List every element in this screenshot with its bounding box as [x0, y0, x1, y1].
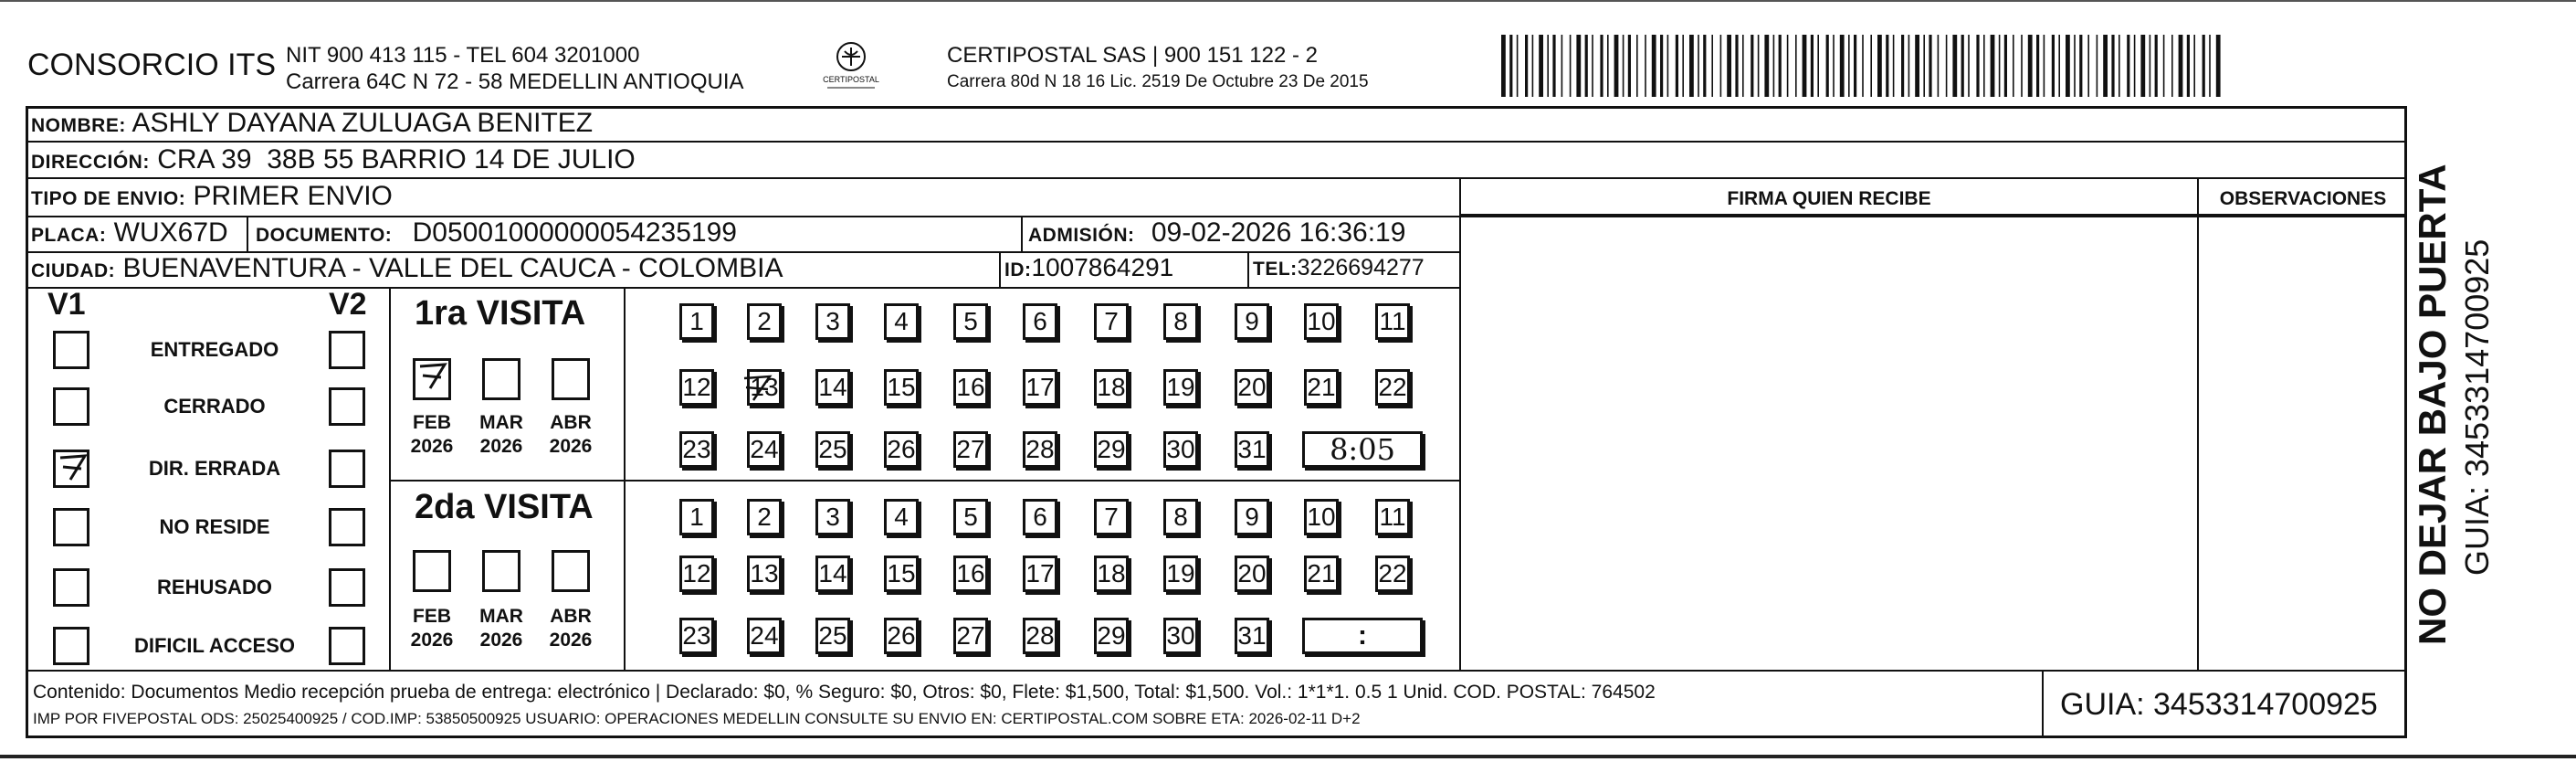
second-day-box[interactable]: 5 [953, 499, 988, 535]
v2-header: V2 [329, 287, 367, 322]
certipostal-logo [815, 37, 888, 95]
barcode-bar [2163, 35, 2165, 97]
first-day-box[interactable]: 23 [679, 431, 714, 468]
rule [26, 141, 2407, 143]
v2-checkbox[interactable] [329, 568, 365, 607]
barcode-bar [1840, 35, 1845, 97]
barcode-bar [1952, 35, 1957, 97]
first-month-label [400, 411, 464, 459]
barcode-bar [1711, 35, 1713, 97]
month-name: ABR [550, 412, 592, 433]
placa-label: PLACA: [31, 225, 107, 246]
barcode-bar [1509, 35, 1512, 97]
barcode-bar [1758, 35, 1760, 97]
reason-label: ENTREGADO [150, 338, 279, 361]
bottom-rule [0, 755, 2576, 758]
ciudad-field [31, 253, 783, 284]
barcode-bar [1703, 35, 1706, 97]
barcode-bar [1585, 35, 1588, 97]
barcode-bar [2013, 35, 2014, 97]
second-day-box[interactable]: 25 [815, 618, 850, 654]
barcode-bar [2004, 35, 2007, 97]
barcode-bar [1877, 35, 1882, 97]
barcode-bar [1592, 35, 1593, 97]
month-year: 2026 [410, 436, 454, 457]
month-name: FEB [413, 606, 451, 627]
barcode-bar [1811, 35, 1814, 97]
second-day-box[interactable]: 4 [884, 499, 919, 535]
v1-checkbox[interactable] [53, 450, 89, 488]
rule [624, 287, 626, 670]
tipo-envio-field [31, 181, 393, 212]
company-info [286, 42, 744, 95]
first-day-box[interactable]: 12 [679, 369, 714, 406]
v2-checkbox[interactable] [329, 331, 365, 369]
first-day-box[interactable]: 11 [1375, 303, 1410, 340]
barcode-bar [1976, 35, 1979, 97]
first-day-box[interactable]: 24 [747, 431, 782, 468]
barcode-bar [1742, 35, 1744, 97]
ciudad-value: BUENAVENTURA - VALLE DEL CAUCA - COLOMBIA [122, 253, 783, 283]
rule [247, 216, 248, 252]
barcode-bar [1795, 35, 1797, 97]
barcode-bar [1561, 35, 1563, 97]
second-day-box[interactable]: 29 [1094, 618, 1129, 654]
direccion-value: CRA 39 38B 55 BARRIO 14 DE JULIO [157, 144, 636, 175]
first-day-box[interactable]: 10 [1304, 303, 1339, 340]
v2-checkbox[interactable] [329, 450, 365, 488]
first-day-box[interactable]: 13 [747, 369, 782, 406]
v2-checkbox[interactable] [329, 627, 365, 665]
second-day-box[interactable]: 28 [1023, 618, 1057, 654]
month-year: 2026 [549, 630, 593, 651]
barcode-bar [1735, 35, 1738, 97]
barcode-bar [1787, 35, 1789, 97]
barcode-bar [2134, 35, 2136, 97]
nombre-value: ASHLY DAYANA ZULUAGA BENITEZ [131, 108, 594, 138]
first-day-box[interactable]: 4 [884, 303, 919, 340]
reason-label: NO RESIDE [159, 515, 270, 538]
barcode-bar [1946, 35, 1948, 97]
barcode-bar [2097, 35, 2098, 97]
barcode-bar [1893, 35, 1895, 97]
month-year: 2026 [479, 436, 523, 457]
v1-checkbox[interactable] [53, 387, 89, 426]
second-day-box[interactable]: 8 [1163, 499, 1198, 535]
barcode-bar [1525, 35, 1528, 97]
direccion-field [31, 144, 636, 175]
v1-header: V1 [47, 287, 86, 322]
barcode-bar [1833, 35, 1835, 97]
second-day-box[interactable]: 1 [679, 499, 714, 535]
barcode-bar [1676, 35, 1678, 97]
first-day-box[interactable]: 3 [815, 303, 850, 340]
barcode-bar [1923, 35, 1925, 97]
admision-label: ADMISIÓN: [1028, 225, 1135, 246]
reason-label: DIR. ERRADA [148, 457, 281, 480]
first-day-box[interactable]: 20 [1235, 369, 1269, 406]
barcode-bar [1999, 35, 2001, 97]
first-day-box[interactable]: 19 [1163, 369, 1198, 406]
barcode-bar [1720, 35, 1722, 97]
nit-line: NIT 900 413 115 - TEL 604 3201000 [286, 43, 640, 68]
second-day-box[interactable]: 30 [1163, 618, 1198, 654]
second-month-label [539, 605, 603, 652]
second-month-checkbox[interactable] [552, 550, 590, 592]
rule [1459, 214, 2407, 216]
barcode-bar [1848, 35, 1850, 97]
barcode-bar [1547, 35, 1549, 97]
barcode-bar [1817, 35, 1819, 97]
first-day-box[interactable]: 31 [1235, 431, 1269, 468]
id-value: 1007864291 [1031, 253, 1174, 281]
barcode-bar [2111, 35, 2114, 97]
footer-print-line: IMP POR FIVEPOSTAL ODS: 25025400925 / COD.IMP: 53850500925 USUARIO: OPERACIONES MEDELLIN CONSULTE SU ENVIO EN: CERTIPOSTAL.COM SOBRE ETA: 2026-02-11 D+2 [33, 710, 1361, 727]
side-guia: GUIA: 3453314700925 [2458, 238, 2496, 576]
second-month-label [469, 605, 533, 652]
second-day-box[interactable]: 6 [1023, 499, 1057, 535]
tipo-envio-value: PRIMER ENVIO [193, 181, 393, 211]
second-month-checkbox[interactable] [482, 550, 520, 592]
barcode-bar [1968, 35, 1970, 97]
barcode-bar [1727, 35, 1731, 97]
barcode-bar [2179, 35, 2183, 97]
rule [389, 287, 391, 670]
documento-label: DOCUMENTO: [256, 225, 393, 246]
barcode-bar [1682, 35, 1684, 97]
tipo-envio-label: TIPO DE ENVIO: [31, 188, 186, 209]
barcode-bar [2119, 35, 2120, 97]
barcode-bar [2187, 35, 2190, 97]
v1-checkbox[interactable] [53, 508, 89, 546]
tel-label: TEL: [1253, 259, 1298, 280]
barcode-bar [1645, 35, 1646, 97]
first-month-label [469, 411, 533, 459]
second-day-box[interactable]: 7 [1094, 499, 1129, 535]
admision-value: 09-02-2026 16:36:19 [1151, 217, 1406, 248]
barcode-bar [2203, 35, 2205, 97]
rule [26, 670, 2407, 672]
barcode-bar [2074, 35, 2076, 97]
barcode-bar [1991, 35, 1995, 97]
id-field [1004, 253, 1173, 282]
barcode-bar [1854, 35, 1856, 97]
barcode-bar [1689, 35, 1694, 97]
first-day-box[interactable]: 15 [884, 369, 919, 406]
address-line: Carrera 64C N 72 - 58 MEDELLIN ANTIOQUIA [286, 69, 744, 94]
direccion-label: DIRECCIÓN: [31, 152, 150, 173]
second-day-box[interactable]: 18 [1094, 556, 1129, 592]
barcode-bar [2079, 35, 2082, 97]
rule [1247, 251, 1249, 288]
second-day-box[interactable]: 20 [1235, 556, 1269, 592]
first-visit-title: 1ra VISITA [415, 294, 586, 333]
second-day-box[interactable]: 23 [679, 618, 714, 654]
top-rule [0, 0, 2576, 2]
barcode-bar [1751, 35, 1753, 97]
reason-label: DIFICIL ACCESO [133, 634, 295, 657]
barcode-bar [1779, 35, 1782, 97]
placa-field [31, 217, 228, 249]
barcode-bar [2127, 35, 2129, 97]
first-month-checkbox[interactable] [482, 358, 520, 400]
second-day-box[interactable]: 15 [884, 556, 919, 592]
documento-field [256, 217, 737, 249]
observaciones-area[interactable] [2199, 217, 2405, 668]
barcode-bar [2087, 35, 2089, 97]
month-year: 2026 [410, 630, 454, 651]
first-day-box[interactable]: 29 [1094, 431, 1129, 468]
reason-label: CERRADO [163, 395, 266, 418]
month-year: 2026 [479, 630, 523, 651]
documento-value: D05001000000054235199 [412, 217, 737, 248]
first-day-box[interactable]: 25 [815, 431, 850, 468]
barcode-bar [1570, 35, 1572, 97]
v1-checkbox[interactable] [53, 568, 89, 607]
nombre-field [31, 108, 593, 139]
second-day-box[interactable]: 22 [1375, 556, 1410, 592]
barcode-bar [1764, 35, 1769, 97]
month-name: FEB [413, 412, 451, 433]
certipostal-line: CERTIPOSTAL SAS | 900 151 122 - 2 [947, 43, 1318, 68]
rule [2042, 670, 2044, 738]
barcode-bar [2021, 35, 2023, 97]
second-day-box[interactable]: 27 [953, 618, 988, 654]
barcode-bar [1667, 35, 1669, 97]
month-name: MAR [479, 412, 523, 433]
placa-value: WUX67D [113, 217, 228, 248]
second-day-box[interactable]: 2 [747, 499, 782, 535]
v2-checkbox[interactable] [329, 508, 365, 546]
second-month-label [400, 605, 464, 652]
rule [26, 287, 1461, 289]
first-day-box[interactable]: 1 [679, 303, 714, 340]
second-day-box[interactable]: 16 [953, 556, 988, 592]
barcode-bar [1929, 35, 1931, 97]
v2-checkbox[interactable] [329, 387, 365, 426]
barcode-bar [1803, 35, 1807, 97]
barcode-bar [1698, 35, 1699, 97]
id-label: ID: [1004, 259, 1032, 280]
second-day-box[interactable]: 9 [1235, 499, 1269, 535]
first-day-box[interactable]: 5 [953, 303, 988, 340]
barcode-bar [2209, 35, 2211, 97]
barcode-bar [1886, 35, 1888, 97]
first-day-box[interactable]: 7 [1094, 303, 1129, 340]
barcode-bar [2058, 35, 2060, 97]
month-name: MAR [479, 606, 523, 627]
first-day-box[interactable]: 6 [1023, 303, 1057, 340]
v1-checkbox[interactable] [53, 331, 89, 369]
barcode-bar [2150, 35, 2151, 97]
tel-value: 3226694277 [1297, 255, 1425, 280]
first-day-box[interactable]: 21 [1304, 369, 1339, 406]
certipostal-address: Carrera 80d N 18 16 Lic. 2519 De Octubre 23 De 2015 [947, 72, 1369, 91]
barcode-bar [2103, 35, 2108, 97]
barcode-bar [1532, 35, 1534, 97]
first-day-box[interactable]: 30 [1163, 431, 1198, 468]
first-month-label [539, 411, 603, 459]
second-day-box[interactable]: 26 [884, 618, 919, 654]
barcode-bar [2036, 35, 2039, 97]
first-month-checkbox[interactable] [413, 358, 451, 400]
first-day-box[interactable]: 14 [815, 369, 850, 406]
barcode-bar [2052, 35, 2055, 97]
first-day-box[interactable]: 18 [1094, 369, 1129, 406]
second-day-box[interactable]: 17 [1023, 556, 1057, 592]
first-day-box[interactable]: 27 [953, 431, 988, 468]
barcode-bar [1915, 35, 1919, 97]
first-day-box[interactable]: 28 [1023, 431, 1057, 468]
barcode-bar [1862, 35, 1864, 97]
barcode-bar [1938, 35, 1940, 97]
logo-text: CERTIPOSTAL [823, 75, 879, 84]
second-day-box[interactable]: 3 [815, 499, 850, 535]
barcode-bar [1826, 35, 1829, 97]
first-day-box[interactable]: 8 [1163, 303, 1198, 340]
rule [1021, 216, 1023, 252]
tel-field [1253, 255, 1425, 281]
month-name: ABR [550, 606, 592, 627]
barcode-bar [1870, 35, 1872, 97]
first-day-box[interactable]: 9 [1235, 303, 1269, 340]
side-warning: NO DEJAR BAJO PUERTA [2411, 164, 2454, 645]
second-day-box[interactable]: 14 [815, 556, 850, 592]
barcode-bar [1600, 35, 1603, 97]
second-day-box[interactable]: 10 [1304, 499, 1339, 535]
barcode-bar [1576, 35, 1581, 97]
admision-field [1028, 217, 1405, 249]
second-day-box[interactable]: 13 [747, 556, 782, 592]
reason-label: REHUSADO [157, 576, 272, 598]
barcode-bar [1961, 35, 1964, 97]
first-day-box[interactable]: 2 [747, 303, 782, 340]
barcode-bar [1614, 35, 1619, 97]
first-day-box[interactable]: 17 [1023, 369, 1057, 406]
signature-area[interactable] [1461, 217, 2195, 668]
first-day-box[interactable]: 22 [1375, 369, 1410, 406]
barcode-bar [1539, 35, 1543, 97]
barcode-bar [1773, 35, 1775, 97]
second-visit-title: 2da VISITA [415, 488, 594, 526]
barcode-bar [1501, 35, 1506, 97]
rule [999, 251, 1001, 288]
ciudad-label: CIUDAD: [31, 260, 116, 281]
barcode-bar [2028, 35, 2033, 97]
barcode-bar [1517, 35, 1519, 97]
barcode-bar [1623, 35, 1624, 97]
barcode [1498, 35, 2228, 97]
footer-content-line: Contenido: Documentos Medio recepción prueba de entrega: electrónico | Declarado: $0, % Seguro: $0, Otros: $0, Flete: $1,500, Total: $1,500. Vol.: 1*1*1. 0.5 1 Unid. COD. POSTAL: 764502 [33, 682, 1656, 703]
barcode-bar [2066, 35, 2070, 97]
observaciones-header: OBSERVACIONES [2219, 188, 2387, 209]
barcode-bar [1628, 35, 1631, 97]
barcode-bar [2171, 35, 2173, 97]
second-day-box[interactable]: 24 [747, 618, 782, 654]
barcode-bar [2140, 35, 2145, 97]
barcode-bar [1908, 35, 1910, 97]
barcode-bar [1636, 35, 1638, 97]
barcode-bar [1901, 35, 1904, 97]
barcode-bar [2044, 35, 2045, 97]
barcode-bar [1983, 35, 1985, 97]
certipostal-info [947, 42, 1369, 95]
barcode-bar [1552, 35, 1555, 97]
second-day-box[interactable]: 12 [679, 556, 714, 592]
second-day-box[interactable]: 31 [1235, 618, 1269, 654]
rule [389, 480, 1459, 482]
barcode-bar [2155, 35, 2158, 97]
second-time-box[interactable]: : [1302, 618, 1423, 654]
firma-header: FIRMA QUIEN RECIBE [1727, 188, 1931, 209]
second-day-box[interactable]: 19 [1163, 556, 1198, 592]
barcode-bar [1607, 35, 1609, 97]
footer-guia: GUIA: 3453314700925 [2060, 687, 2378, 722]
first-day-box[interactable]: 26 [884, 431, 919, 468]
first-month-checkbox[interactable] [552, 358, 590, 400]
v1-checkbox[interactable] [53, 627, 89, 665]
second-month-checkbox[interactable] [413, 550, 451, 592]
nombre-label: NOMBRE: [31, 115, 126, 136]
first-day-box[interactable]: 16 [953, 369, 988, 406]
second-day-box[interactable]: 21 [1304, 556, 1339, 592]
second-day-box[interactable]: 11 [1375, 499, 1410, 535]
month-year: 2026 [549, 436, 593, 457]
barcode-bar [2193, 35, 2195, 97]
first-time-box[interactable]: 8:05 [1302, 431, 1423, 468]
company-name: CONSORCIO ITS [27, 48, 277, 82]
rule [26, 177, 2407, 179]
barcode-bar [1652, 35, 1656, 97]
barcode-bar [1660, 35, 1663, 97]
barcode-bar [2216, 35, 2221, 97]
